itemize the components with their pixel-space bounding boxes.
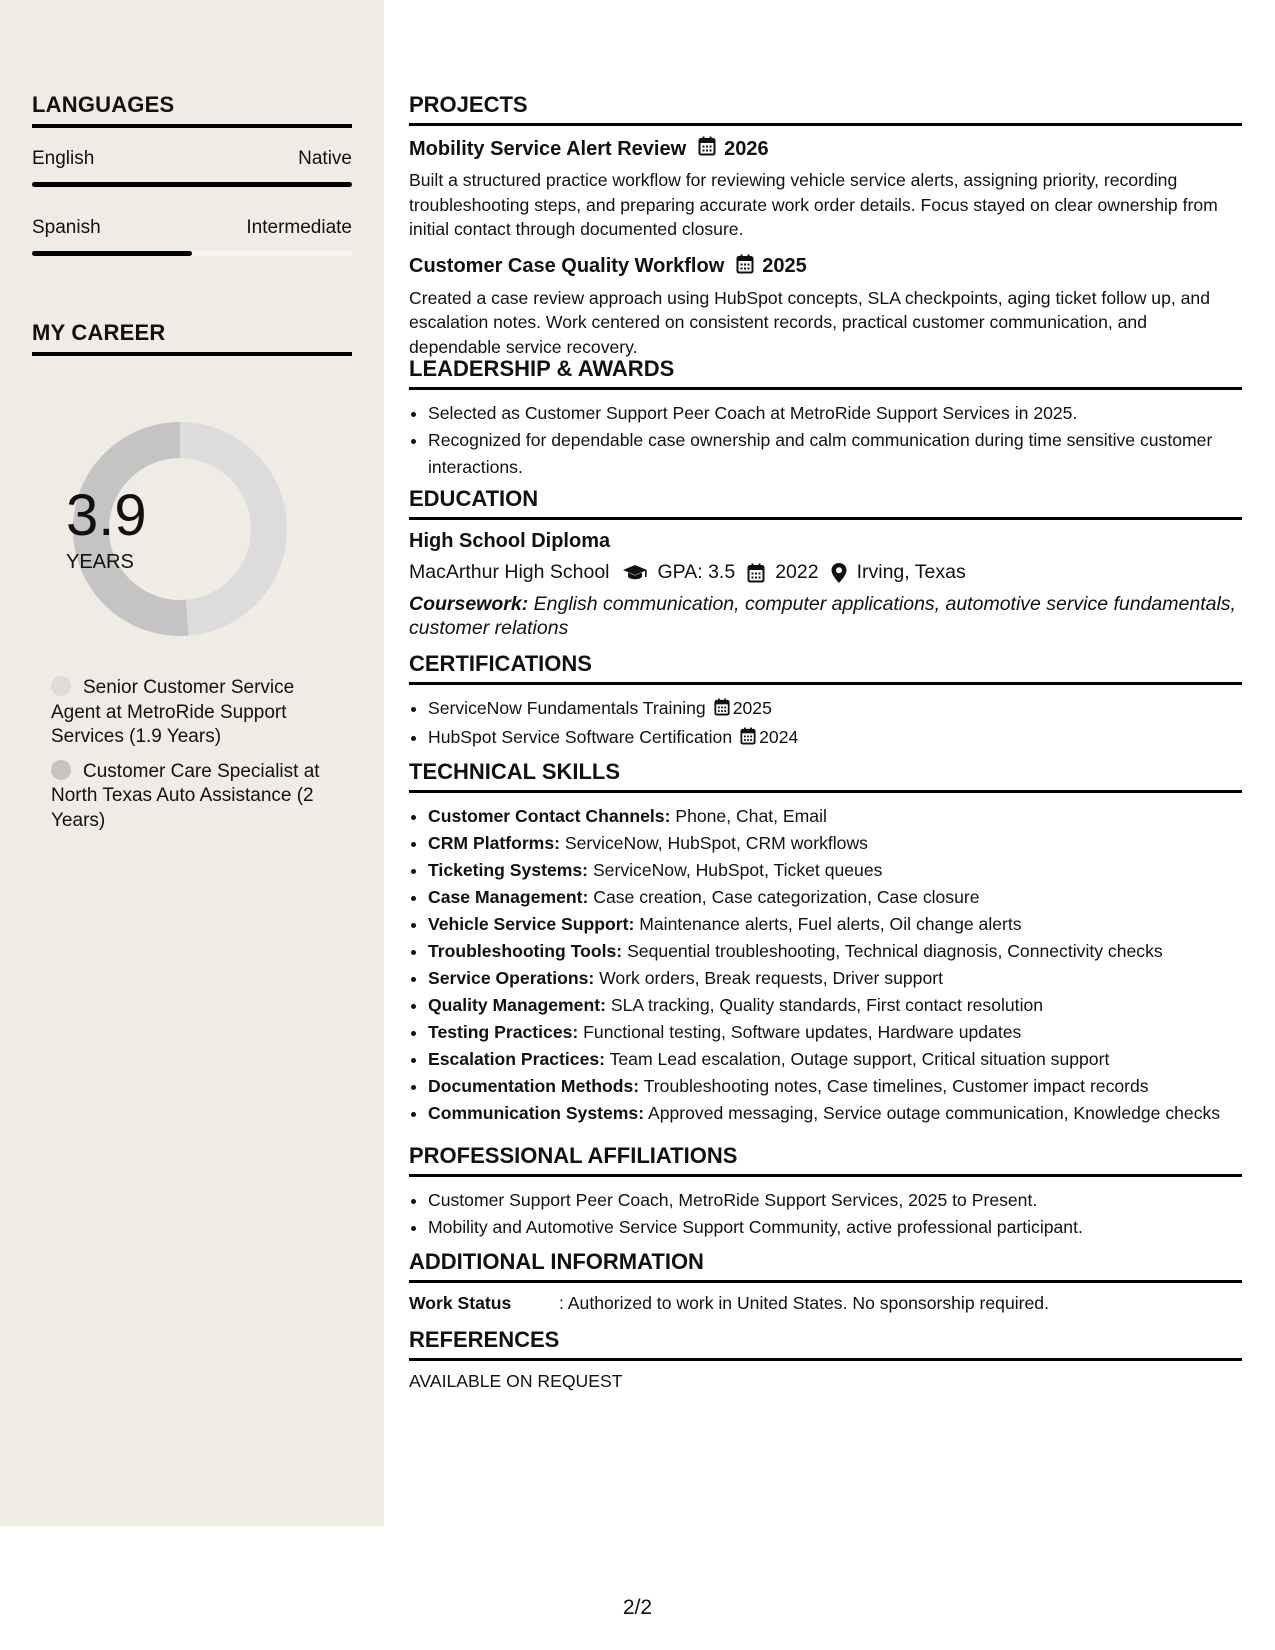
- language-item: [32, 217, 352, 256]
- location-pin-icon: [831, 563, 847, 583]
- skill-item: [428, 830, 1242, 857]
- skill-value: Phone, Chat, Email: [675, 806, 827, 826]
- affiliations-section: [409, 1143, 1242, 1241]
- education-section: [409, 486, 1242, 640]
- skill-item: [428, 1046, 1242, 1073]
- language-row: [32, 217, 352, 239]
- calendar-icon: [714, 697, 730, 724]
- education-school: MacArthur High School: [409, 561, 610, 583]
- skill-label: Communication Systems:: [428, 1103, 645, 1123]
- project-header: [409, 136, 1242, 162]
- list-item: • Mobility and Automotive Service Support Community, active professional participant.: [428, 1214, 1242, 1241]
- graduation-cap-icon: [622, 564, 648, 582]
- career-legend-label: Senior Customer Service Agent at MetroRide Support Services (1.9 Years): [51, 677, 295, 747]
- language-name: English: [32, 148, 95, 169]
- career-unit: YEARS: [66, 551, 134, 573]
- skill-label: Vehicle Service Support:: [428, 914, 635, 934]
- language-proficiency-bar: [32, 182, 352, 187]
- skill-label: Quality Management:: [428, 995, 606, 1015]
- work-status-value: : Authorized to work in United States. No sponsorship required.: [559, 1293, 1049, 1313]
- skill-value: Team Lead escalation, Outage support, Critical situation support: [609, 1049, 1110, 1069]
- certification-name: ServiceNow Fundamentals Training: [428, 698, 706, 718]
- career-legend: [51, 676, 341, 843]
- career-legend-item: [51, 676, 341, 750]
- certification-year: 2025: [732, 698, 772, 718]
- language-proficiency-fill: [32, 251, 192, 256]
- languages-list: [32, 148, 352, 256]
- career-total: 3.9: [66, 483, 147, 548]
- skill-value: Maintenance alerts, Fuel alerts, Oil change alerts: [639, 914, 1022, 934]
- skill-label: Testing Practices:: [428, 1022, 579, 1042]
- project-header: [409, 254, 1242, 280]
- career-legend-label: Customer Care Specialist at North Texas Auto Assistance (2 Years): [51, 760, 320, 831]
- skill-value: Case creation, Case categorization, Case closure: [593, 887, 980, 907]
- career-legend-dot: [51, 760, 71, 780]
- skill-value: Functional testing, Software updates, Hardware updates: [583, 1022, 1022, 1042]
- skill-label: Service Operations:: [428, 968, 595, 988]
- education-year: 2022: [775, 561, 819, 583]
- certification-item: [428, 724, 1242, 753]
- project-year: 2025: [762, 255, 807, 277]
- skill-value: Approved messaging, Service outage communication, Knowledge checks: [647, 1103, 1221, 1123]
- list-item: • Recognized for dependable case ownership and calm communication during time sensitive customer interactions.: [428, 427, 1242, 481]
- skill-item: [428, 857, 1242, 884]
- skill-value: SLA tracking, Quality standards, First contact resolution: [610, 995, 1044, 1015]
- career-legend-item: [51, 760, 341, 834]
- skill-item: [428, 1100, 1242, 1127]
- work-status-row: [409, 1293, 1242, 1314]
- sidebar: [0, 0, 384, 1526]
- project-item: [409, 136, 1242, 242]
- skill-value: Work orders, Break requests, Driver support: [599, 968, 943, 988]
- certification-name: HubSpot Service Software Certification: [428, 727, 733, 747]
- projects-list: [409, 136, 1242, 359]
- work-status-label: Work Status: [409, 1293, 512, 1313]
- project-name: Mobility Service Alert Review: [409, 137, 687, 160]
- additional-title: ADDITIONAL INFORMATION: [409, 1249, 1242, 1283]
- education-details: [409, 561, 1242, 584]
- skill-item: [428, 938, 1242, 965]
- project-name: Customer Case Quality Workflow: [409, 255, 725, 277]
- list-item: • Selected as Customer Support Peer Coach at MetroRide Support Services in 2025.: [428, 400, 1242, 427]
- languages-section: [32, 92, 352, 256]
- skill-label: Escalation Practices:: [428, 1049, 606, 1069]
- coursework-label: Coursework:: [409, 593, 529, 615]
- additional-section: [409, 1249, 1242, 1314]
- language-proficiency-bar: [32, 251, 352, 256]
- skill-item: [428, 1019, 1242, 1046]
- skill-label: Case Management:: [428, 887, 589, 907]
- certifications-list: [409, 695, 1242, 753]
- skill-item: [428, 911, 1242, 938]
- skills-list: [409, 803, 1242, 1127]
- leadership-section: [409, 356, 1242, 481]
- language-level: Intermediate: [246, 217, 352, 238]
- language-proficiency-fill: [32, 182, 352, 187]
- language-row: [32, 148, 352, 170]
- certifications-title: CERTIFICATIONS: [409, 651, 1242, 685]
- skill-label: CRM Platforms:: [428, 833, 560, 853]
- affiliations-list: [409, 1187, 1242, 1241]
- certification-item: [428, 695, 1242, 724]
- skill-value: ServiceNow, HubSpot, Ticket queues: [592, 860, 883, 880]
- skill-item: [428, 884, 1242, 911]
- skill-value: Sequential troubleshooting, Technical diagnosis, Connectivity checks: [627, 941, 1163, 961]
- skill-value: ServiceNow, HubSpot, CRM workflows: [564, 833, 868, 853]
- career-heading: MY CAREER: [32, 320, 352, 356]
- language-item: [32, 148, 352, 187]
- projects-section: [409, 92, 1242, 359]
- coursework-text: English communication, computer applications, automotive service fundamentals, customer relations: [409, 593, 1236, 639]
- education-location: Irving, Texas: [856, 561, 966, 583]
- skill-label: Documentation Methods:: [428, 1076, 640, 1096]
- references-text: AVAILABLE ON REQUEST: [409, 1371, 623, 1391]
- education-coursework: [409, 592, 1242, 640]
- project-item: [409, 254, 1242, 360]
- project-description: Created a case review approach using HubSpot concepts, SLA checkpoints, aging ticket follow up, and escalation notes. Work centered on consistent records, practical customer communication, and dependable service recovery.: [409, 287, 1210, 357]
- leadership-title: LEADERSHIP & AWARDS: [409, 356, 1242, 390]
- skill-item: [428, 965, 1242, 992]
- projects-title: PROJECTS: [409, 92, 1242, 126]
- language-name: Spanish: [32, 217, 101, 238]
- education-gpa: GPA: 3.5: [657, 561, 736, 583]
- education-degree: High School Diploma: [409, 530, 611, 552]
- career-donut-chart: [66, 415, 294, 643]
- career-legend-dot: [51, 676, 71, 696]
- calendar-icon: [740, 726, 756, 753]
- leadership-list: [409, 400, 1242, 481]
- affiliations-title: PROFESSIONAL AFFILIATIONS: [409, 1143, 1242, 1177]
- skill-item: [428, 803, 1242, 830]
- certifications-section: [409, 651, 1242, 753]
- references-title: REFERENCES: [409, 1327, 1242, 1361]
- project-year: 2026: [724, 137, 769, 160]
- skills-title: TECHNICAL SKILLS: [409, 759, 1242, 793]
- skill-item: [428, 992, 1242, 1019]
- career-section: [32, 320, 352, 356]
- page-number: 2/2: [622, 1596, 653, 1619]
- calendar-icon: [747, 563, 765, 583]
- skill-label: Troubleshooting Tools:: [428, 941, 623, 961]
- skill-label: Ticketing Systems:: [428, 860, 589, 880]
- calendar-icon: [736, 254, 754, 280]
- skills-section: [409, 759, 1242, 1127]
- skill-label: Customer Contact Channels:: [428, 806, 671, 826]
- calendar-icon: [698, 136, 716, 162]
- languages-heading: LANGUAGES: [32, 92, 352, 128]
- list-item: • Customer Support Peer Coach, MetroRide Support Services, 2025 to Present.: [428, 1187, 1242, 1214]
- project-description: Built a structured practice workflow for reviewing vehicle service alerts, assigning priority, recording troubleshooting steps, and preparing accurate work order details. Focus stayed on clear ownership from initial contact through documented closure.: [409, 170, 1218, 239]
- certification-year: 2024: [759, 727, 799, 747]
- references-section: [409, 1327, 1242, 1392]
- skill-item: [428, 1073, 1242, 1100]
- language-level: Native: [298, 148, 352, 169]
- skill-value: Troubleshooting notes, Case timelines, Customer impact records: [643, 1076, 1149, 1096]
- education-title: EDUCATION: [409, 486, 1242, 520]
